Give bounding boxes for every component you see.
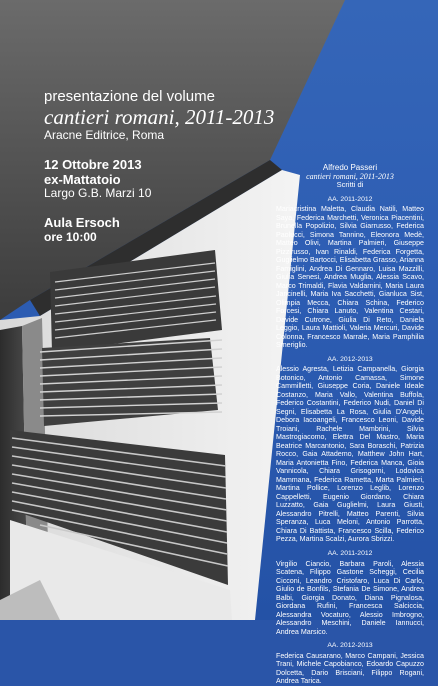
section-names: Alessio Agresta, Letizia Campanella, Giorgia Botonico, Antonio Camassa, Simone Cammilletti, Giuseppe Coria, Daniele Ideale Costanzo, Maria Vallo, Valentina Buffola, Federico Costantini, Federico Nudi, Daniel Di Segni, Elisabetta La Rosa, Giulia D'Angeli, Debora Iacoangeli, Francesco Leoni, Davide Troiani, Rachele Mambrini, Silvia Mastrogiacomo, Elettra Del Mastro, Maria Beatrice Marcantonio, Sara Boraschi, Patrizia Rocco, Gaia Attademo, Matthew John Hart, Maria Antonietta Fino, Federica Manca, Gioia Vannicola, Chiara Grisogorni, Lodovica Mammana, Federica Rametta, Marta Palmieri, Martina Pollice, Lorenzo Leglib, Lorenzo Cappelletti, Eugenio Giordano, Chiara Luzzatto, Gaia Guglielmi, Laura Giusti, Alessandro Pitrelli, Matteo Parenti, Silvia Speranza, Luca Meloni, Antonio Parrotta, Chiara Di Battista, Francesco Scilla, Federico Pezza, Martina Scalzi, Aurora Sbrizzi.	[276, 365, 424, 544]
credits-column	[276, 164, 424, 686]
event-room: Aula Ersoch	[44, 215, 120, 230]
event-intro: presentazione del volume	[44, 88, 215, 105]
book-title: cantieri romani, 2011-2013	[44, 105, 275, 129]
credits-title: cantieri romani, 2011-2013	[306, 171, 394, 181]
event-address: Largo G.B. Marzi 10	[44, 186, 152, 200]
credits-section	[276, 196, 424, 350]
credits-section	[276, 642, 424, 686]
event-time: ore 10:00	[44, 230, 97, 244]
section-names: Mariacristina Maletta, Claudia Natili, Matteo Saya, Federica Marchetti, Veronica Piacentini, Brunella Popolizio, Silvia Giarrusso, Federica Paolucci, Simona Tannino, Eleonora Medè, Matteo Olivi, Martina Palmieri, Giuseppe Pizzirusso, Ivan Rinaldi, Federica Forgetta, Guglielmo Bartocci, Elisabetta Grasso, Arianna Famiglini, Andrea Di Gennaro, Luisa Mazzilli, Giulia Senesi, Andrea Muglia, Alessia Scavo, Marco Trimaldi, Flavia Valdarnini, Maria Laura Jancinelli, Maria Iva Sacchetti, Gianluca Sist, Olimpia Mecca, Chiara Schina, Federico Forcesi, Chiara Lanuto, Valentina Cestari, Davide Cutrone, Giulia Di Reto, Daniela Leggio, Laura Mattioli, Valeria Mercuri, Davide Colonna, Francesco Marrale, Maria Pamphilia Smeriglio.	[276, 205, 424, 350]
section-year: AA. 2011-2012	[327, 195, 373, 203]
section-year: AA. 2012-2013	[327, 355, 373, 363]
credits-section	[276, 550, 424, 636]
credits-section	[276, 356, 424, 544]
event-date: 12 Ottobre 2013	[44, 157, 142, 172]
publisher: Aracne Editrice, Roma	[44, 128, 165, 142]
credits-writings-of: Scritti di	[336, 180, 364, 190]
credits-author: Alfredo Passeri	[322, 163, 378, 172]
section-names: Federica Causarano, Marco Campani, Jessica Trani, Michele Capobianco, Edoardo Capuzzo Dolcetta, Dario Brisciani, Filippo Rogani, Andrea Tarica.	[276, 651, 424, 686]
section-year: AA. 2012-2013	[327, 642, 373, 650]
section-year: AA. 2011-2012	[327, 549, 373, 557]
event-venue: ex-Mattatoio	[44, 172, 121, 187]
section-names: Virgilio Ciancio, Barbara Paroli, Alessia Scatena, Filippo Gastone Scheggi, Cecilia Cicconi, Leandro Cristofaro, Luca Di Carlo, Giulio de Bonfils, Stefania De Simone, Andrea Balbi, Giorgia Donato, Diana Pignalosa, Giordana Rufini, Francesca Salciccia, Alessandra Vocaturo, Alessio Imbrogno, Alessandro Meschini, Daniele Iannucci, Andrea Marsico.	[276, 559, 424, 636]
